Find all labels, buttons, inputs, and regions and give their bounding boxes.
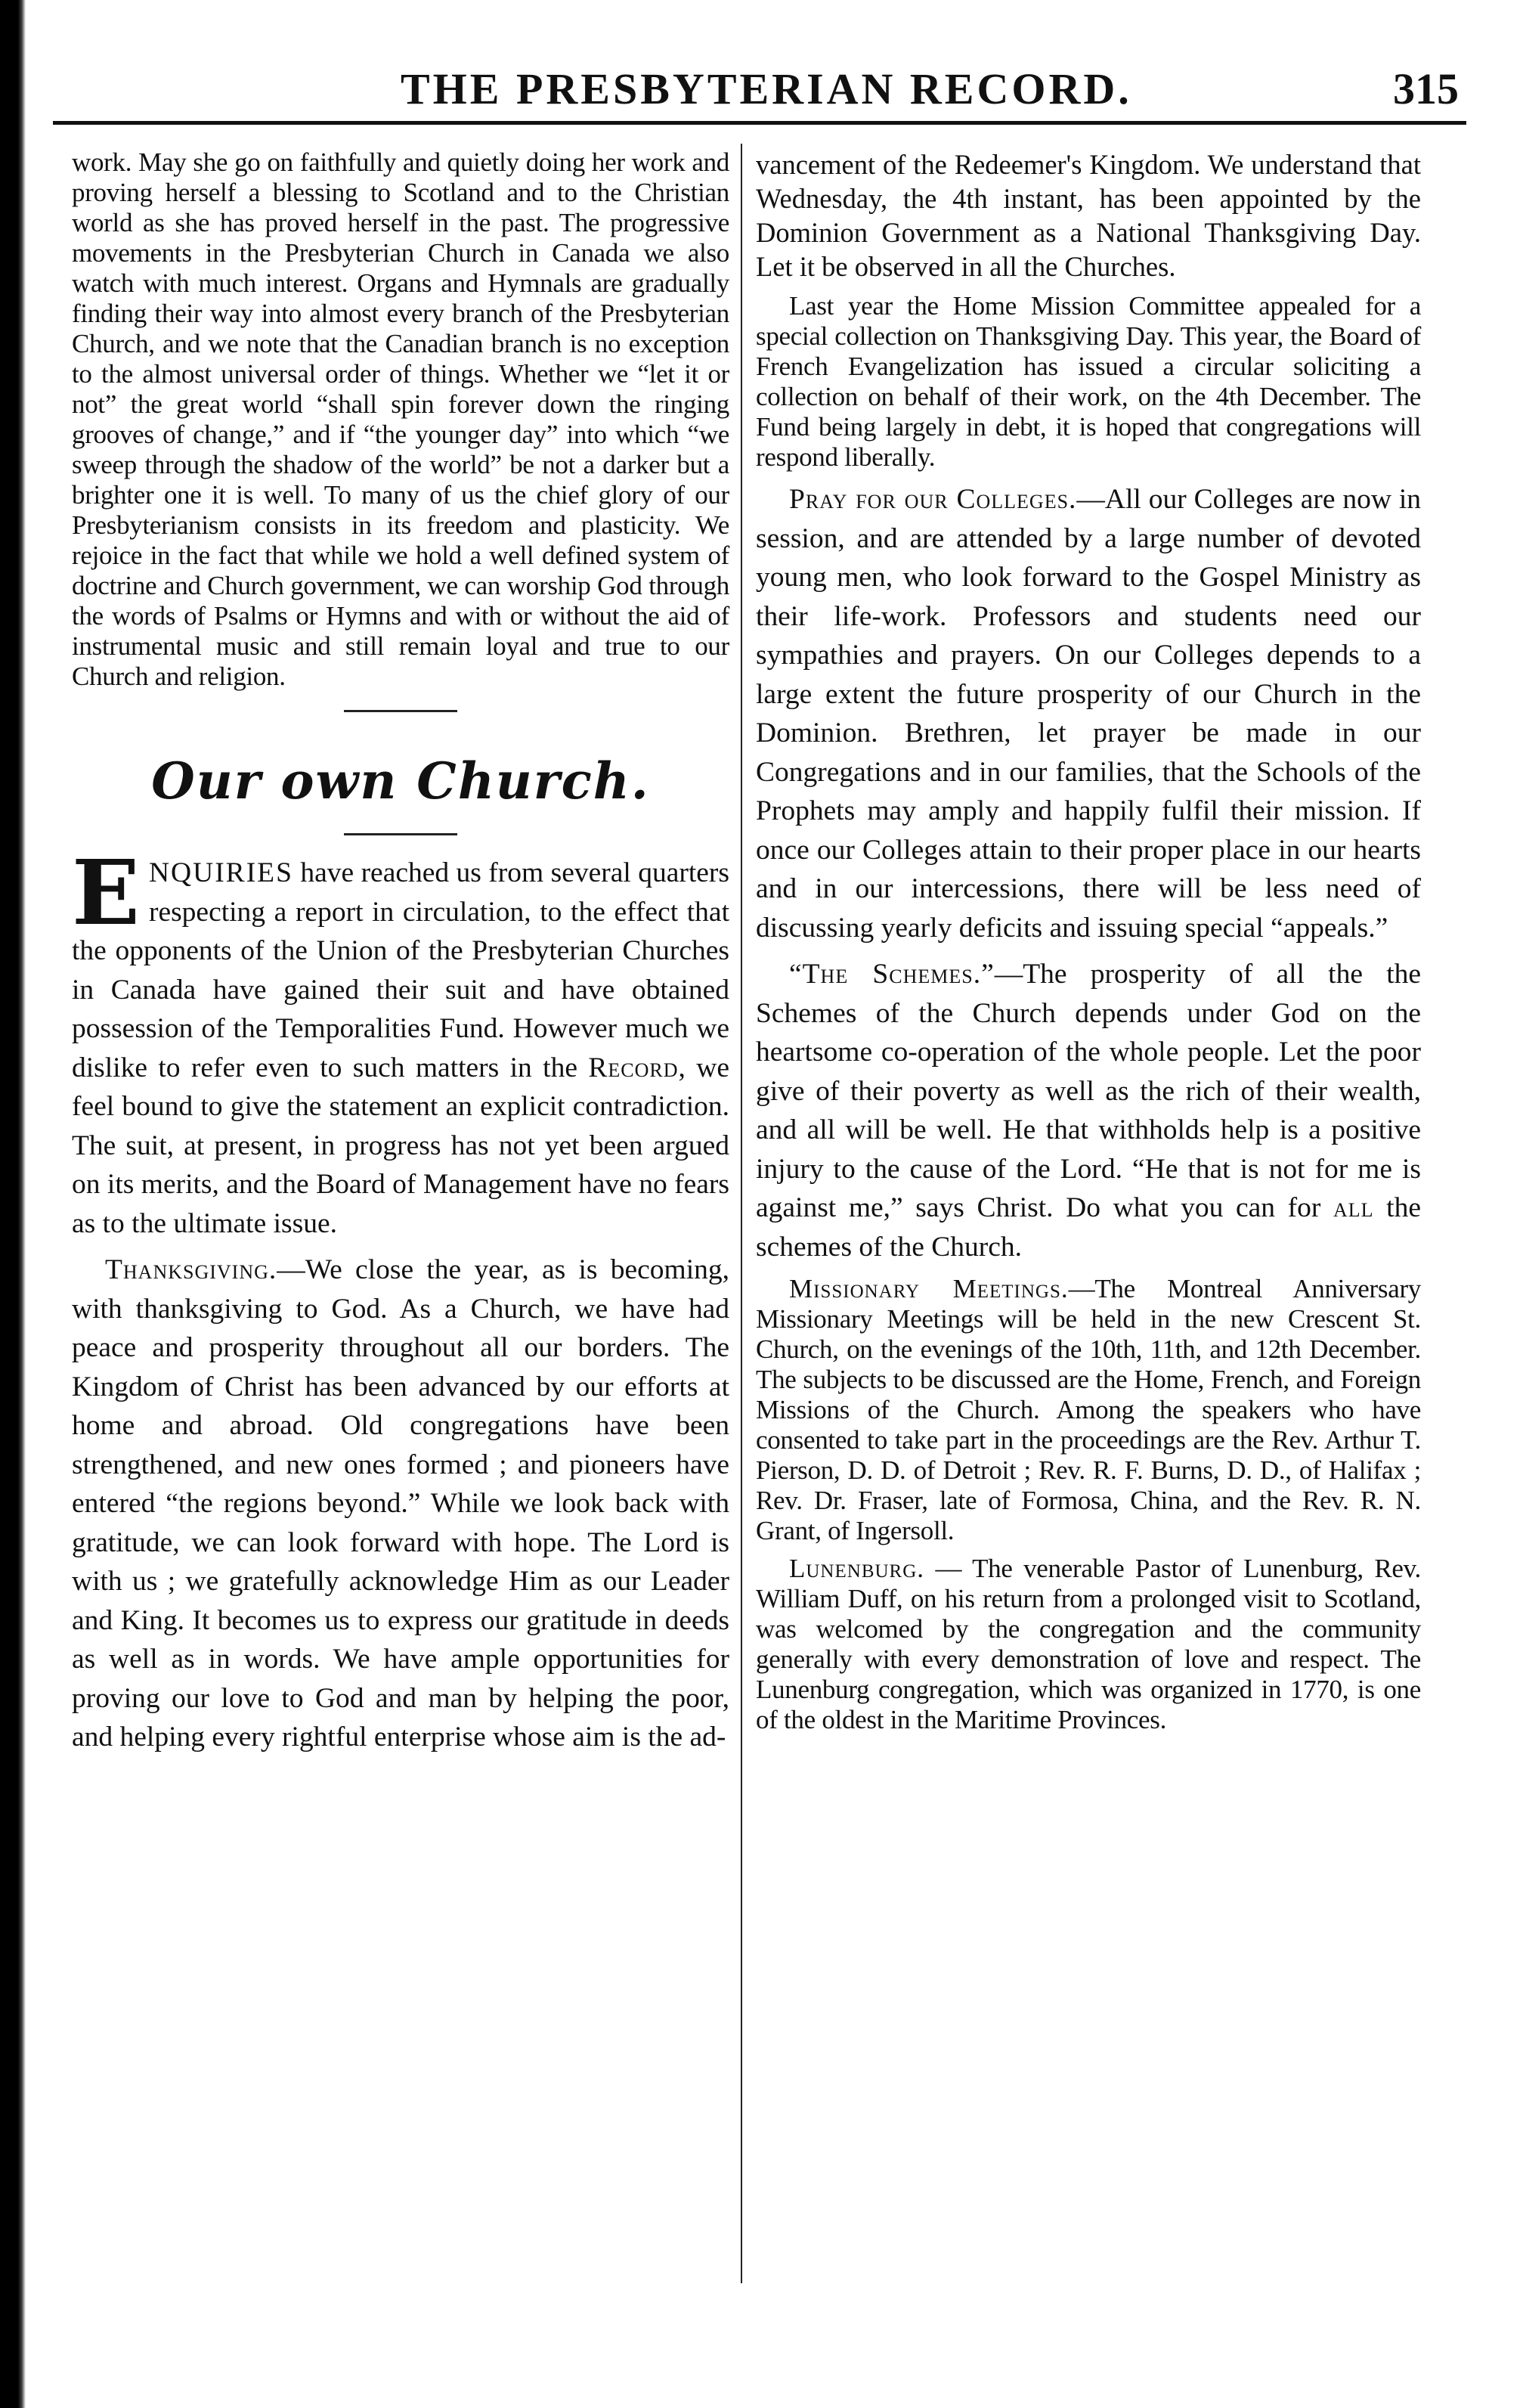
section-heading: Our own Church. [151, 752, 650, 810]
enquiries-text-2: , we feel bound to give the statement an explicit contradiction. The suit, at present, in progress has not yet been argued on its merits, and the Board of Management have no fears as to the ultimate issue. [72, 1052, 729, 1239]
enquiries-text-1: have reached us from several quarters respecting a report in circulation, to the effect that the opponents of the Union of the Presbyterian Churches in Canada have gained their suit and have obtained possession of the Temporalities Fund. However much we dislike to refer even to such matters in the [72, 857, 729, 1083]
thanksgiving-lead: Thanksgiving. [105, 1254, 277, 1285]
schemes-lead: “The Schemes.” [789, 959, 995, 990]
enquiries-lead: NQUIRIES [148, 857, 293, 888]
left-column [72, 147, 729, 1765]
thanksgiving-paragraph [72, 1250, 729, 1757]
lunenburg-lead: Lunenburg. [789, 1554, 925, 1583]
continuation-paragraph: work. May she go on faithfully and quietly doing her work and proving herself a blessing to Scotland and to the Christian world as she has proved herself in the past. The progressive movements in the Presbyterian Church in Canada we also watch with much interest. Organs and Hymnals are gradually finding their way into almost every branch of the Presbyterian Church, and we note that the Canadian branch is no exception to the almost universal order of things. Whether we “let it or not” the great world “shall spin forever down the ringing grooves of change,” and if “the younger day” into which “we sweep through the shadow of the world” be not a darker but a brighter one it is well. To many of us the chief glory of our Presbyterianism consists in its freedom and plasticity. We rejoice in the fact that while we hold a well defined system of doctrine and Church government, we can worship God through the words of Psalms or Hymns and with or without the aid of instrumental music and still remain loyal and true to our Church and religion. [72, 147, 729, 691]
meetings-text: —The Montreal Anniversary Missionary Meetings will be held in the new Crescent St. Church, on the evenings of the 10th, 11th, and 12th December. The subjects to be discussed are the Home, French, and Foreign Missions of the Church. Among the speakers who have consented to take part in the proceedings are the Rev. Arthur T. Pierson, D. D. of Detroit ; Rev. R. F. Burns, D. D., of Halifax ; Rev. Dr. Fraser, late of Formosa, China, and the Rev. R. N. Grant, of Ingersoll. [756, 1274, 1421, 1545]
lunenburg-text: — The venerable Pastor of Lunenburg, Rev. William Duff, on his return from a prolonged visit to Scotland, was welcomed by the congregation and the community generally with every demonstration of love and respect. The Lunenburg congregation, which was organized in 1770, is one of the oldest in the Maritime Provinces. [756, 1554, 1421, 1734]
schemes-text-1: —The prosperity of all the the Schemes of the Church depends under God on the heartsome co-operation of the whole people. Let the poor give of their poverty as well as the rich of their wealth, and all will be well. He that withholds help is a positive injury to the cause of the Lord. “He that is not for me is against me,” says Christ. Do what you can for [756, 959, 1422, 1223]
colleges-text: —All our Colleges are now in session, and are attended by a large number of devoted young men, who look forward to the Gospel Ministry as their life-work. Professors and students need our sympathies and prayers. On our Colleges depends to a large extent the future prosperity of our Church in the Dominion. Brethren, let prayer be made in our Congregations and in our families, that the Schools of the Prophets may amply and happily fulfil their mission. If once our Colleges attain to their proper place in our hearts and in our intercessions, there will be less need of discussing yearly deficits and issuing special “appeals.” [756, 484, 1422, 944]
schemes-all: all [1333, 1192, 1374, 1223]
home-mission-paragraph: Last year the Home Mission Committee appealed for a special collection on Thanksgiving Day. This year, the Board of French Evangelization has issued a circular soliciting a collection on behalf of their work, on the 4th December. The Fund being largely in debt, it is hoped that congregations will respond liberally. [756, 291, 1421, 472]
column-divider [741, 144, 742, 2283]
meetings-paragraph [756, 1274, 1421, 1546]
colleges-lead: Pray for our Colleges. [789, 484, 1077, 515]
colleges-paragraph [756, 480, 1421, 947]
page-number: 315 [1393, 64, 1459, 113]
running-head [53, 60, 1466, 125]
page-edge-shadow [0, 0, 26, 2408]
drop-cap: E [72, 840, 140, 945]
right-column [756, 147, 1421, 1743]
meetings-lead: Missionary Meetings. [789, 1274, 1069, 1303]
schemes-text-2: the schemes of the Church. [756, 1192, 1421, 1263]
thanksgiving-continued: vancement of the Redeemer's Kingdom. We understand that Wednesday, the 4th instant, has been appointed by the Dominion Government as a National Thanksgiving Day. Let it be observed in all the Churches. [756, 149, 1421, 282]
schemes-paragraph [756, 955, 1421, 1266]
section-rule-bottom [344, 833, 457, 835]
lunenburg-paragraph [756, 1554, 1421, 1735]
section-rule-top [344, 710, 457, 712]
page-title: THE PRESBYTERIAN RECORD. [401, 64, 1132, 113]
thanksgiving-text: —We close the year, as is becoming, with thanksgiving to God. As a Church, we have had peace and prosperity throughout all our borders. The Kingdom of Christ has been advanced by our efforts at home and abroad. Old congregations have been strengthened, and new ones formed ; and pioneers have entered “the regions beyond.” While we look back with gratitude, we can look forward with hope. The Lord is with us ; we gratefully acknowledge Him as our Leader and King. It becomes us to express our gratitude in deeds as well as in words. We have ample opportunities for proving our love to God and man by helping the poor, and helping every rightful enterprise whose aim is the ad- [72, 1254, 729, 1753]
record-name: Record [588, 1052, 679, 1083]
enquiries-paragraph [72, 840, 729, 1243]
